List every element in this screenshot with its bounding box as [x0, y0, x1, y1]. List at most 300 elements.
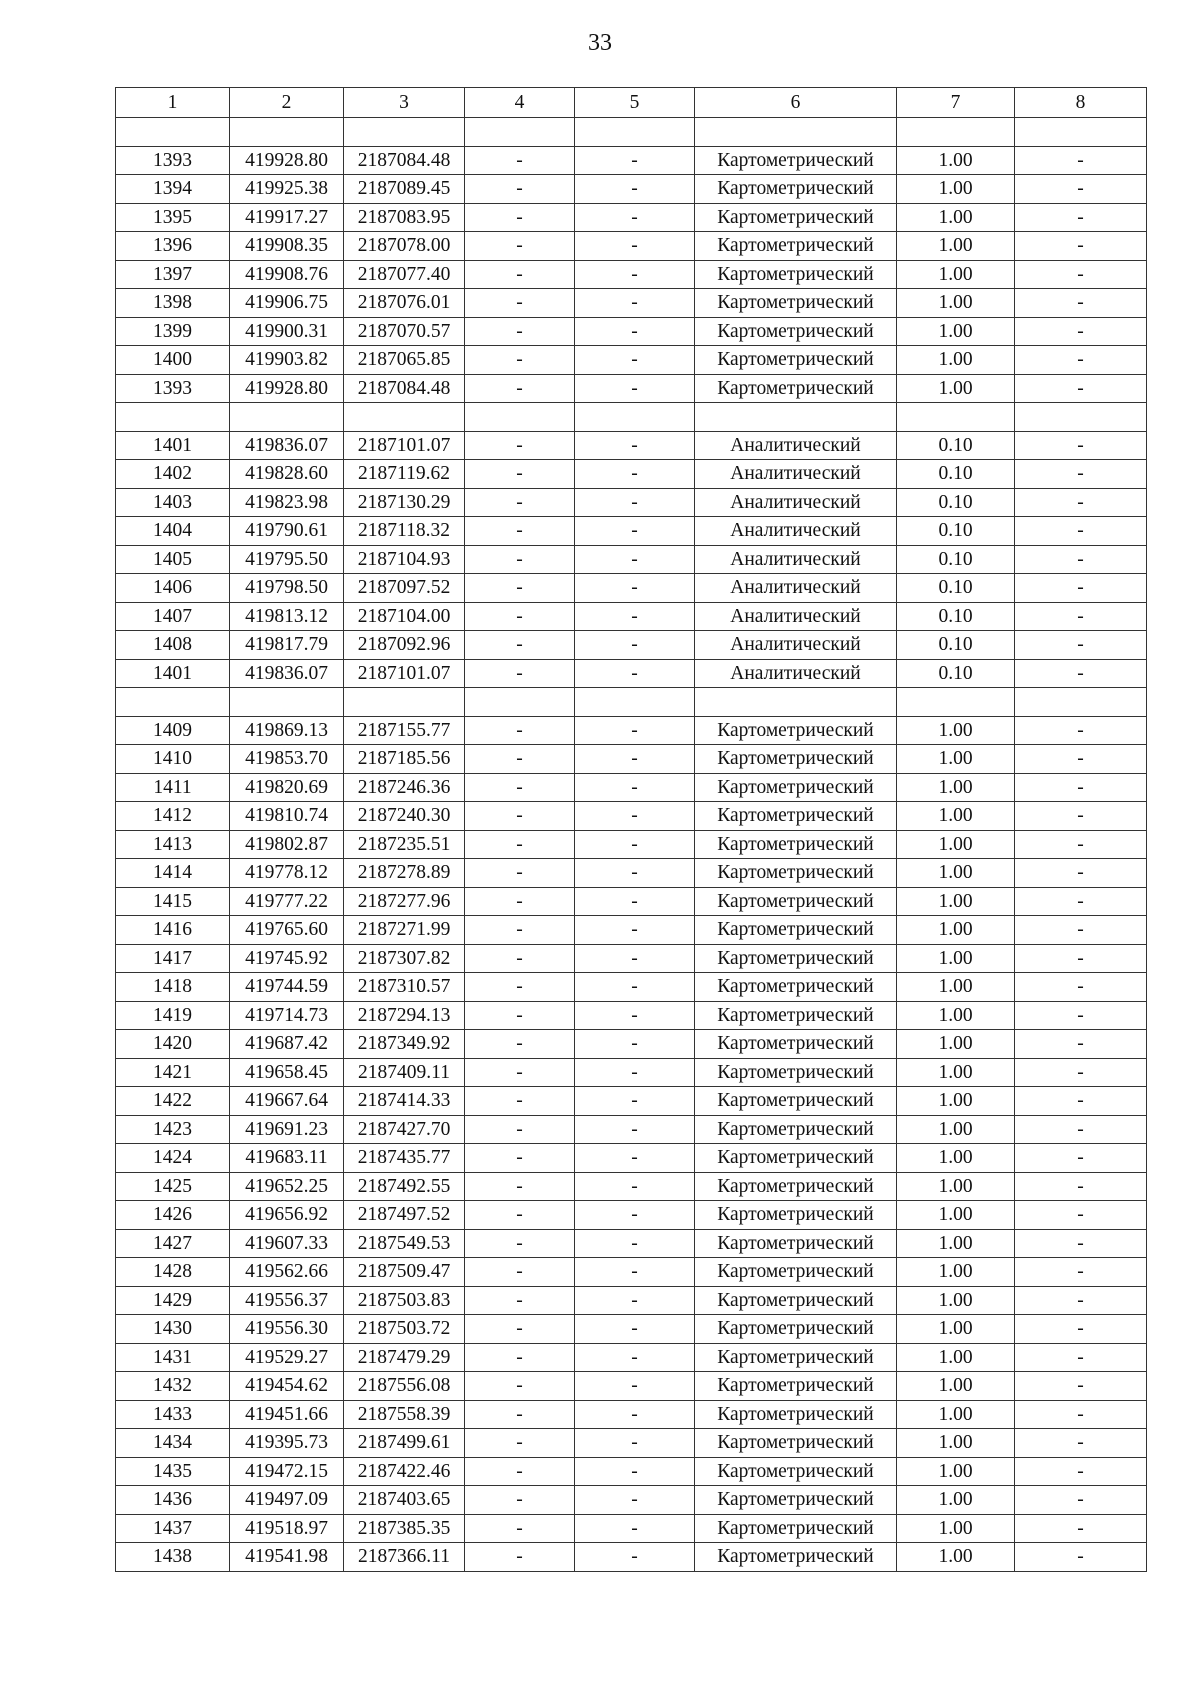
point-number-cell: 1406 — [116, 574, 230, 603]
col8-cell — [1015, 688, 1147, 717]
x-coordinate-cell: 419928.80 — [230, 374, 344, 403]
col4-cell: - — [465, 859, 575, 888]
accuracy-cell: 1.00 — [897, 1229, 1015, 1258]
method-cell: Картометрический — [695, 346, 897, 375]
table-row — [116, 232, 1147, 261]
table-row — [116, 545, 1147, 574]
point-number-cell: 1423 — [116, 1115, 230, 1144]
y-coordinate-cell: 2187101.07 — [344, 659, 465, 688]
x-coordinate-cell: 419836.07 — [230, 431, 344, 460]
x-coordinate-cell: 419562.66 — [230, 1258, 344, 1287]
x-coordinate-cell: 419836.07 — [230, 659, 344, 688]
x-coordinate-cell: 419820.69 — [230, 773, 344, 802]
col5-cell: - — [575, 1286, 695, 1315]
accuracy-cell: 1.00 — [897, 1001, 1015, 1030]
col5-cell: - — [575, 1514, 695, 1543]
point-number-cell: 1420 — [116, 1030, 230, 1059]
accuracy-cell: 1.00 — [897, 973, 1015, 1002]
y-coordinate-cell: 2187492.55 — [344, 1172, 465, 1201]
y-coordinate-cell: 2187503.72 — [344, 1315, 465, 1344]
col4-cell: - — [465, 887, 575, 916]
column-header: 3 — [344, 88, 465, 118]
accuracy-cell: 1.00 — [897, 1286, 1015, 1315]
x-coordinate-cell: 419529.27 — [230, 1343, 344, 1372]
col4-cell: - — [465, 175, 575, 204]
x-coordinate-cell: 419497.09 — [230, 1486, 344, 1515]
table-row — [116, 118, 1147, 147]
method-cell: Картометрический — [695, 745, 897, 774]
method-cell: Аналитический — [695, 488, 897, 517]
accuracy-cell: 1.00 — [897, 745, 1015, 774]
col8-cell: - — [1015, 1543, 1147, 1572]
table-row — [116, 1258, 1147, 1287]
col4-cell — [465, 403, 575, 432]
point-number-cell: 1431 — [116, 1343, 230, 1372]
point-number-cell: 1400 — [116, 346, 230, 375]
x-coordinate-cell — [230, 118, 344, 147]
point-number-cell: 1414 — [116, 859, 230, 888]
col5-cell: - — [575, 1229, 695, 1258]
point-number-cell: 1402 — [116, 460, 230, 489]
col4-cell: - — [465, 289, 575, 318]
method-cell: Картометрический — [695, 1115, 897, 1144]
y-coordinate-cell — [344, 118, 465, 147]
x-coordinate-cell: 419853.70 — [230, 745, 344, 774]
col4-cell: - — [465, 1172, 575, 1201]
y-coordinate-cell: 2187385.35 — [344, 1514, 465, 1543]
x-coordinate-cell: 419556.30 — [230, 1315, 344, 1344]
col4-cell: - — [465, 973, 575, 1002]
col5-cell: - — [575, 545, 695, 574]
y-coordinate-cell: 2187084.48 — [344, 374, 465, 403]
y-coordinate-cell: 2187070.57 — [344, 317, 465, 346]
table-row — [116, 488, 1147, 517]
y-coordinate-cell: 2187278.89 — [344, 859, 465, 888]
method-cell: Картометрический — [695, 830, 897, 859]
col5-cell: - — [575, 659, 695, 688]
table-row — [116, 887, 1147, 916]
method-cell: Картометрический — [695, 232, 897, 261]
accuracy-cell: 1.00 — [897, 374, 1015, 403]
point-number-cell: 1403 — [116, 488, 230, 517]
x-coordinate-cell: 419900.31 — [230, 317, 344, 346]
col8-cell — [1015, 118, 1147, 147]
x-coordinate-cell — [230, 688, 344, 717]
table-row — [116, 574, 1147, 603]
col4-cell: - — [465, 1001, 575, 1030]
y-coordinate-cell: 2187271.99 — [344, 916, 465, 945]
col8-cell: - — [1015, 1400, 1147, 1429]
method-cell: Картометрический — [695, 973, 897, 1002]
point-number-cell: 1401 — [116, 659, 230, 688]
col4-cell: - — [465, 745, 575, 774]
y-coordinate-cell: 2187076.01 — [344, 289, 465, 318]
method-cell: Картометрический — [695, 1087, 897, 1116]
col8-cell: - — [1015, 203, 1147, 232]
col5-cell: - — [575, 1201, 695, 1230]
x-coordinate-cell: 419687.42 — [230, 1030, 344, 1059]
col5-cell: - — [575, 1058, 695, 1087]
col4-cell: - — [465, 1115, 575, 1144]
point-number-cell: 1435 — [116, 1457, 230, 1486]
col4-cell: - — [465, 1429, 575, 1458]
point-number-cell: 1397 — [116, 260, 230, 289]
point-number-cell: 1417 — [116, 944, 230, 973]
method-cell: Картометрический — [695, 374, 897, 403]
y-coordinate-cell: 2187235.51 — [344, 830, 465, 859]
col5-cell: - — [575, 517, 695, 546]
col8-cell: - — [1015, 260, 1147, 289]
y-coordinate-cell: 2187509.47 — [344, 1258, 465, 1287]
x-coordinate-cell: 419790.61 — [230, 517, 344, 546]
y-coordinate-cell: 2187119.62 — [344, 460, 465, 489]
table-row — [116, 859, 1147, 888]
x-coordinate-cell: 419541.98 — [230, 1543, 344, 1572]
point-number-cell: 1416 — [116, 916, 230, 945]
col8-cell: - — [1015, 1058, 1147, 1087]
col8-cell: - — [1015, 1201, 1147, 1230]
method-cell: Картометрический — [695, 916, 897, 945]
point-number-cell: 1393 — [116, 374, 230, 403]
accuracy-cell — [897, 688, 1015, 717]
table-row — [116, 716, 1147, 745]
col5-cell: - — [575, 1172, 695, 1201]
col5-cell: - — [575, 802, 695, 831]
col4-cell — [465, 688, 575, 717]
method-cell: Картометрический — [695, 944, 897, 973]
col8-cell: - — [1015, 346, 1147, 375]
point-number-cell: 1410 — [116, 745, 230, 774]
method-cell: Картометрический — [695, 1286, 897, 1315]
point-number-cell: 1396 — [116, 232, 230, 261]
point-number-cell — [116, 688, 230, 717]
col4-cell: - — [465, 1286, 575, 1315]
y-coordinate-cell: 2187497.52 — [344, 1201, 465, 1230]
method-cell: Картометрический — [695, 1429, 897, 1458]
col4-cell: - — [465, 260, 575, 289]
col5-cell: - — [575, 916, 695, 945]
table-row — [116, 944, 1147, 973]
x-coordinate-cell: 419813.12 — [230, 602, 344, 631]
table-row — [116, 146, 1147, 175]
method-cell: Аналитический — [695, 659, 897, 688]
column-header: 8 — [1015, 88, 1147, 118]
col5-cell: - — [575, 374, 695, 403]
table-row — [116, 1429, 1147, 1458]
y-coordinate-cell: 2187083.95 — [344, 203, 465, 232]
method-cell: Картометрический — [695, 716, 897, 745]
accuracy-cell: 0.10 — [897, 545, 1015, 574]
method-cell: Картометрический — [695, 1201, 897, 1230]
method-cell: Картометрический — [695, 260, 897, 289]
col5-cell: - — [575, 488, 695, 517]
y-coordinate-cell: 2187277.96 — [344, 887, 465, 916]
col8-cell: - — [1015, 289, 1147, 318]
method-cell: Аналитический — [695, 631, 897, 660]
column-header: 7 — [897, 88, 1015, 118]
point-number-cell: 1429 — [116, 1286, 230, 1315]
point-number-cell: 1404 — [116, 517, 230, 546]
method-cell: Картометрический — [695, 203, 897, 232]
col5-cell: - — [575, 1486, 695, 1515]
method-cell: Картометрический — [695, 1343, 897, 1372]
accuracy-cell: 1.00 — [897, 346, 1015, 375]
x-coordinate-cell: 419765.60 — [230, 916, 344, 945]
method-cell: Картометрический — [695, 146, 897, 175]
y-coordinate-cell: 2187549.53 — [344, 1229, 465, 1258]
col4-cell: - — [465, 146, 575, 175]
x-coordinate-cell: 419607.33 — [230, 1229, 344, 1258]
col4-cell: - — [465, 203, 575, 232]
x-coordinate-cell: 419667.64 — [230, 1087, 344, 1116]
col8-cell: - — [1015, 431, 1147, 460]
col8-cell: - — [1015, 631, 1147, 660]
accuracy-cell: 1.00 — [897, 1372, 1015, 1401]
x-coordinate-cell: 419906.75 — [230, 289, 344, 318]
column-header: 1 — [116, 88, 230, 118]
col8-cell: - — [1015, 545, 1147, 574]
accuracy-cell: 0.10 — [897, 602, 1015, 631]
col4-cell: - — [465, 517, 575, 546]
accuracy-cell: 1.00 — [897, 1144, 1015, 1173]
x-coordinate-cell: 419652.25 — [230, 1172, 344, 1201]
method-cell: Картометрический — [695, 1315, 897, 1344]
column-header: 6 — [695, 88, 897, 118]
col5-cell: - — [575, 1543, 695, 1572]
col5-cell: - — [575, 317, 695, 346]
col4-cell: - — [465, 1514, 575, 1543]
table-row — [116, 1400, 1147, 1429]
col5-cell: - — [575, 1144, 695, 1173]
table-row — [116, 1001, 1147, 1030]
col5-cell: - — [575, 602, 695, 631]
y-coordinate-cell: 2187479.29 — [344, 1343, 465, 1372]
col8-cell: - — [1015, 317, 1147, 346]
table-row — [116, 1343, 1147, 1372]
header-row — [116, 88, 1147, 118]
y-coordinate-cell: 2187349.92 — [344, 1030, 465, 1059]
method-cell: Картометрический — [695, 1400, 897, 1429]
col8-cell — [1015, 403, 1147, 432]
table-row — [116, 374, 1147, 403]
point-number-cell: 1399 — [116, 317, 230, 346]
column-header: 2 — [230, 88, 344, 118]
table-body — [116, 88, 1147, 1572]
x-coordinate-cell: 419691.23 — [230, 1115, 344, 1144]
x-coordinate-cell: 419869.13 — [230, 716, 344, 745]
method-cell: Картометрический — [695, 1457, 897, 1486]
accuracy-cell: 0.10 — [897, 460, 1015, 489]
col5-cell: - — [575, 944, 695, 973]
col5-cell: - — [575, 1030, 695, 1059]
col8-cell: - — [1015, 973, 1147, 1002]
x-coordinate-cell: 419810.74 — [230, 802, 344, 831]
point-number-cell: 1424 — [116, 1144, 230, 1173]
col8-cell: - — [1015, 1514, 1147, 1543]
x-coordinate-cell: 419795.50 — [230, 545, 344, 574]
x-coordinate-cell: 419777.22 — [230, 887, 344, 916]
table-row — [116, 403, 1147, 432]
table-row — [116, 1486, 1147, 1515]
table-row — [116, 1315, 1147, 1344]
y-coordinate-cell: 2187130.29 — [344, 488, 465, 517]
col8-cell: - — [1015, 745, 1147, 774]
page-number: 33 — [588, 30, 612, 56]
col4-cell: - — [465, 1229, 575, 1258]
accuracy-cell: 1.00 — [897, 1315, 1015, 1344]
col8-cell: - — [1015, 1457, 1147, 1486]
method-cell — [695, 403, 897, 432]
accuracy-cell: 1.00 — [897, 1457, 1015, 1486]
col5-cell: - — [575, 260, 695, 289]
col5-cell: - — [575, 574, 695, 603]
table-row — [116, 1115, 1147, 1144]
x-coordinate-cell: 419656.92 — [230, 1201, 344, 1230]
accuracy-cell: 1.00 — [897, 260, 1015, 289]
col8-cell: - — [1015, 146, 1147, 175]
method-cell: Картометрический — [695, 289, 897, 318]
y-coordinate-cell: 2187078.00 — [344, 232, 465, 261]
x-coordinate-cell: 419744.59 — [230, 973, 344, 1002]
col4-cell: - — [465, 460, 575, 489]
accuracy-cell: 1.00 — [897, 1172, 1015, 1201]
col4-cell: - — [465, 1201, 575, 1230]
accuracy-cell: 1.00 — [897, 802, 1015, 831]
accuracy-cell: 1.00 — [897, 1514, 1015, 1543]
col4-cell: - — [465, 830, 575, 859]
col8-cell: - — [1015, 1343, 1147, 1372]
y-coordinate-cell: 2187092.96 — [344, 631, 465, 660]
y-coordinate-cell — [344, 403, 465, 432]
point-number-cell: 1419 — [116, 1001, 230, 1030]
method-cell: Картометрический — [695, 1172, 897, 1201]
table-row — [116, 346, 1147, 375]
table-row — [116, 1201, 1147, 1230]
accuracy-cell: 0.10 — [897, 659, 1015, 688]
accuracy-cell: 1.00 — [897, 1087, 1015, 1116]
col4-cell: - — [465, 431, 575, 460]
col5-cell — [575, 118, 695, 147]
method-cell: Аналитический — [695, 545, 897, 574]
col4-cell: - — [465, 1258, 575, 1287]
point-number-cell: 1408 — [116, 631, 230, 660]
col4-cell: - — [465, 1058, 575, 1087]
accuracy-cell: 1.00 — [897, 317, 1015, 346]
x-coordinate-cell — [230, 403, 344, 432]
table-row — [116, 659, 1147, 688]
column-header: 4 — [465, 88, 575, 118]
y-coordinate-cell: 2187104.93 — [344, 545, 465, 574]
accuracy-cell: 1.00 — [897, 830, 1015, 859]
method-cell: Картометрический — [695, 1543, 897, 1572]
col4-cell: - — [465, 602, 575, 631]
table-row — [116, 830, 1147, 859]
col4-cell: - — [465, 1030, 575, 1059]
method-cell: Картометрический — [695, 1001, 897, 1030]
point-number-cell: 1395 — [116, 203, 230, 232]
method-cell: Картометрический — [695, 175, 897, 204]
point-number-cell: 1411 — [116, 773, 230, 802]
accuracy-cell: 1.00 — [897, 1258, 1015, 1287]
accuracy-cell: 1.00 — [897, 1115, 1015, 1144]
x-coordinate-cell: 419908.76 — [230, 260, 344, 289]
accuracy-cell: 0.10 — [897, 431, 1015, 460]
y-coordinate-cell: 2187065.85 — [344, 346, 465, 375]
accuracy-cell: 1.00 — [897, 1201, 1015, 1230]
table-row — [116, 802, 1147, 831]
x-coordinate-cell: 419903.82 — [230, 346, 344, 375]
col5-cell: - — [575, 1457, 695, 1486]
method-cell — [695, 688, 897, 717]
col5-cell: - — [575, 146, 695, 175]
method-cell: Картометрический — [695, 1030, 897, 1059]
x-coordinate-cell: 419454.62 — [230, 1372, 344, 1401]
x-coordinate-cell: 419745.92 — [230, 944, 344, 973]
col5-cell: - — [575, 859, 695, 888]
col4-cell: - — [465, 317, 575, 346]
accuracy-cell: 1.00 — [897, 916, 1015, 945]
point-number-cell: 1436 — [116, 1486, 230, 1515]
x-coordinate-cell: 419518.97 — [230, 1514, 344, 1543]
col8-cell: - — [1015, 802, 1147, 831]
method-cell: Картометрический — [695, 802, 897, 831]
col8-cell: - — [1015, 1144, 1147, 1173]
point-number-cell: 1405 — [116, 545, 230, 574]
method-cell: Картометрический — [695, 1258, 897, 1287]
accuracy-cell: 1.00 — [897, 887, 1015, 916]
x-coordinate-cell: 419828.60 — [230, 460, 344, 489]
col4-cell: - — [465, 374, 575, 403]
accuracy-cell: 1.00 — [897, 1343, 1015, 1372]
y-coordinate-cell: 2187077.40 — [344, 260, 465, 289]
col8-cell: - — [1015, 1258, 1147, 1287]
y-coordinate-cell: 2187422.46 — [344, 1457, 465, 1486]
y-coordinate-cell: 2187409.11 — [344, 1058, 465, 1087]
accuracy-cell — [897, 403, 1015, 432]
point-number-cell: 1438 — [116, 1543, 230, 1572]
x-coordinate-cell: 419778.12 — [230, 859, 344, 888]
table-row — [116, 973, 1147, 1002]
x-coordinate-cell: 419683.11 — [230, 1144, 344, 1173]
column-header: 5 — [575, 88, 695, 118]
col4-cell: - — [465, 574, 575, 603]
col5-cell — [575, 403, 695, 432]
y-coordinate-cell: 2187499.61 — [344, 1429, 465, 1458]
method-cell: Картометрический — [695, 1058, 897, 1087]
x-coordinate-cell: 419928.80 — [230, 146, 344, 175]
point-number-cell: 1433 — [116, 1400, 230, 1429]
y-coordinate-cell: 2187294.13 — [344, 1001, 465, 1030]
col5-cell: - — [575, 175, 695, 204]
method-cell: Картометрический — [695, 1229, 897, 1258]
col8-cell: - — [1015, 574, 1147, 603]
col4-cell: - — [465, 716, 575, 745]
x-coordinate-cell: 419451.66 — [230, 1400, 344, 1429]
col5-cell: - — [575, 1315, 695, 1344]
y-coordinate-cell: 2187084.48 — [344, 146, 465, 175]
table-row — [116, 688, 1147, 717]
col8-cell: - — [1015, 517, 1147, 546]
col8-cell: - — [1015, 944, 1147, 973]
y-coordinate-cell: 2187104.00 — [344, 602, 465, 631]
col8-cell: - — [1015, 887, 1147, 916]
accuracy-cell: 1.00 — [897, 232, 1015, 261]
col5-cell: - — [575, 887, 695, 916]
y-coordinate-cell: 2187155.77 — [344, 716, 465, 745]
table-row — [116, 317, 1147, 346]
col8-cell: - — [1015, 659, 1147, 688]
method-cell: Аналитический — [695, 431, 897, 460]
